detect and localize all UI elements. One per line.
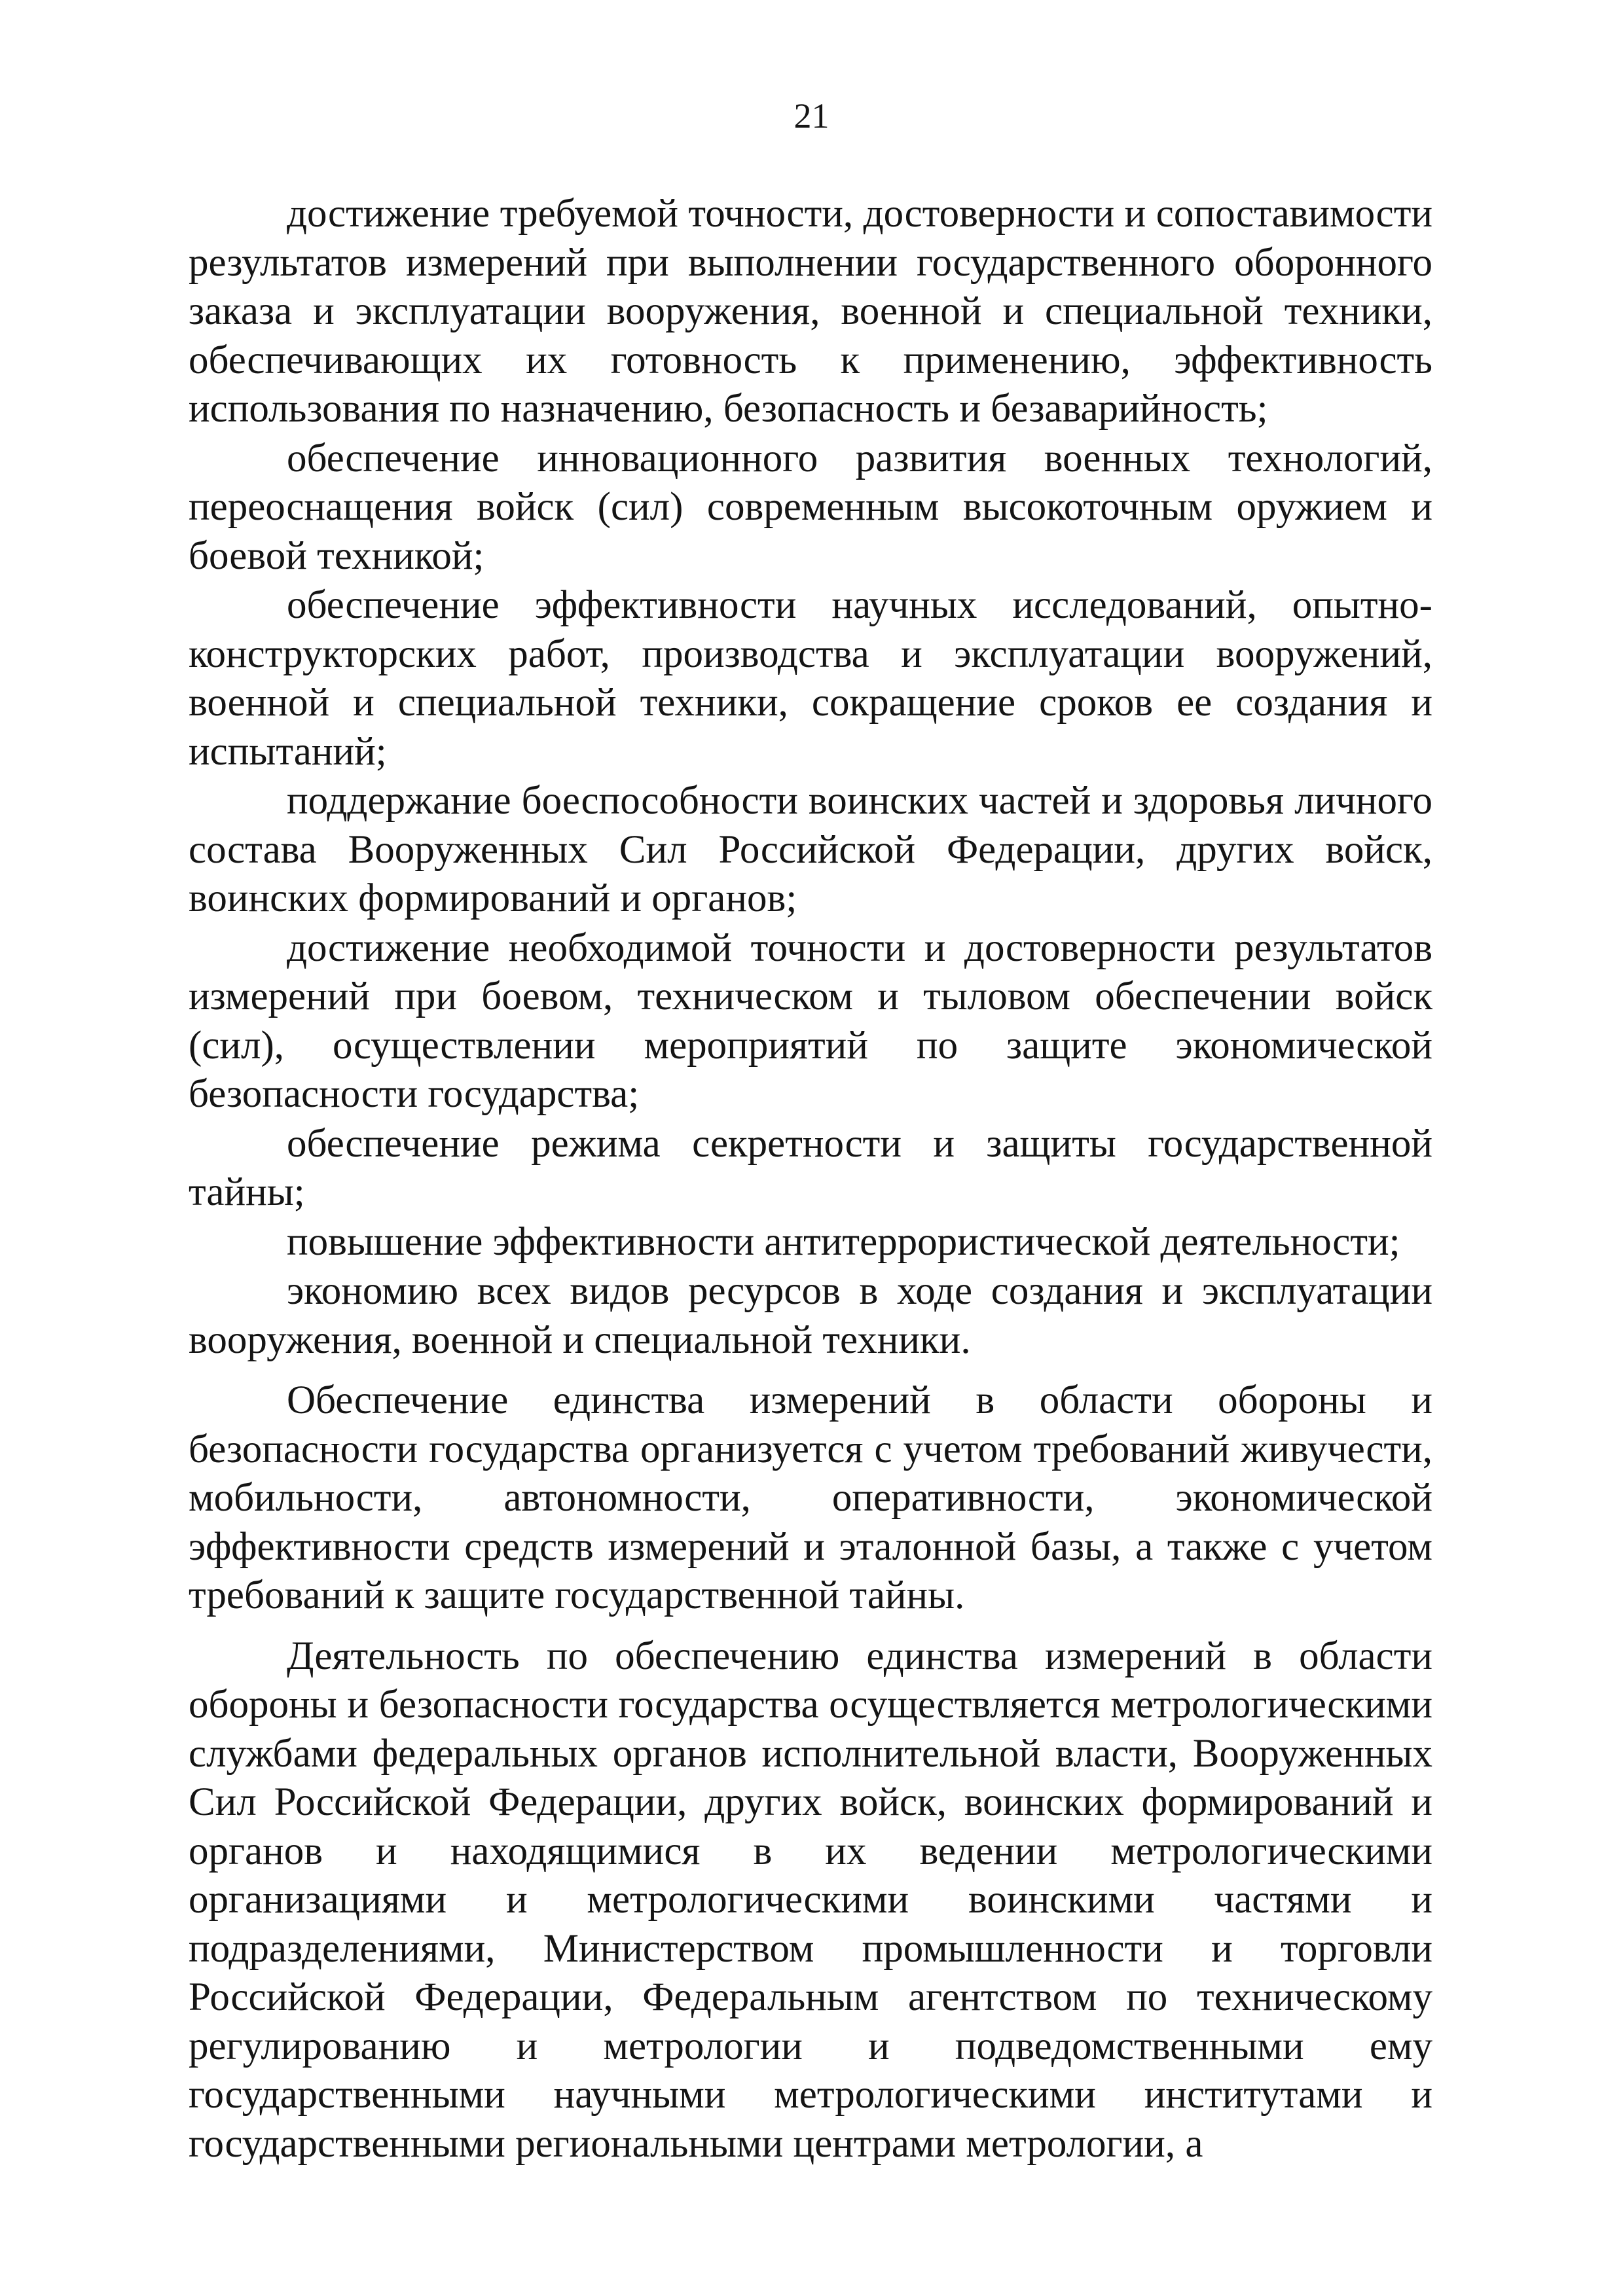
paragraph-9: Обеспечение единства измерений в области обороны и безопасности государства организуется с учетом требований живучести, мобильности, автономности, оперативности, экономической эффективности средств измерений и эталонной базы, а также с учетом требований к защите государственной тайны. [189,1378,1432,1617]
paragraph-3: обеспечение эффективности научных исследований, опытно-конструкторских работ, производства и эксплуатации вооружений, военной и специальной техники, сокращение сроков ее создания и испытаний; [189,583,1432,774]
paragraph-6: обеспечение режима секретности и защиты государственной тайны; [189,1121,1432,1214]
paragraph-8: экономию всех видов ресурсов в ходе создания и эксплуатации вооружения, военной и специальной техники. [189,1269,1432,1362]
paragraph-4: поддержание боеспособности воинских частей и здоровья личного состава Вооруженных Сил Российской Федерации, других войск, воинских формирований и органов; [189,779,1432,920]
paragraph-5: достижение необходимой точности и достоверности результатов измерений при боевом, техническом и тыловом обеспечении войск (сил), осуществлении мероприятий по защите экономической безопасности государства; [189,925,1432,1116]
paragraph-10: Деятельность по обеспечению единства измерений в области обороны и безопасности государства осуществляется метрологическими службами федеральных органов исполнительной власти, Вооруженных Сил Российской Федерации, других войск, воинских формирований и органов и находящимися в их ведении метрологическими организациями и метрологическими воинскими частями и подразделениями, Министерством промышленности и торговли Российской Федерации, Федеральным агентством по техническому регулированию и метрологии и подведомственными ему государственными научными метрологическими институтами и государственными региональными центрами метрологии, а [189,1634,1432,2166]
paragraph-7: повышение эффективности антитеррористической деятельности; [287,1219,1400,1264]
paragraph-2: обеспечение инновационного развития военных технологий, переоснащения войск (сил) современным высокоточным оружием и боевой техникой; [189,436,1432,578]
paragraph-1: достижение требуемой точности, достоверности и сопоставимости результатов измерений при выполнении государственного оборонного заказа и эксплуатации вооружения, военной и специальной техники, обеспечивающих их готовность к применению, эффективность использования по назначению, безопасность и безаварийность; [189,192,1432,431]
page-number: 21 [793,96,830,135]
document-body [189,190,1432,2169]
